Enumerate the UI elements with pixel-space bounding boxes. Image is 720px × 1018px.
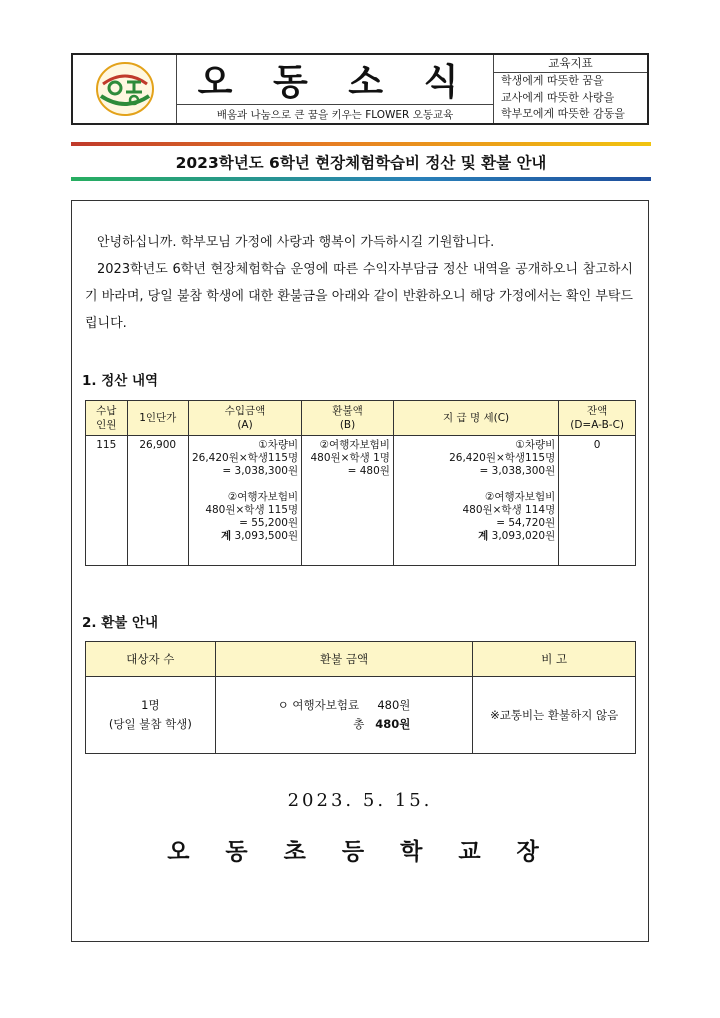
header-count xyxy=(86,401,128,436)
cell-refund-amount xyxy=(215,677,473,754)
target-count: 1명 xyxy=(141,698,160,712)
income-line: ①차량비 xyxy=(258,439,299,451)
header-payment: 지 급 명 세(C) xyxy=(393,401,558,436)
cell-payment xyxy=(393,436,558,566)
refund-data-row xyxy=(86,677,636,754)
payment-line: = 54,720원 xyxy=(496,517,556,529)
header-unit-price: 1인단가 xyxy=(127,401,188,436)
header-count-line1: 수납 xyxy=(96,405,117,417)
income-line: 26,420원×학생115명 xyxy=(191,452,299,464)
payment-line: = 3,038,300원 xyxy=(479,465,556,477)
education-goal: 교사에게 따뜻한 사랑을 xyxy=(501,90,615,104)
income-line: = 3,038,300원 xyxy=(222,465,299,477)
education-goal: 학부모에게 따뜻한 감동을 xyxy=(501,107,625,120)
banner-bottom-stripe xyxy=(71,177,651,181)
school-logo-icon xyxy=(93,60,157,118)
payment-total xyxy=(397,530,555,543)
education-goals-title: 교육지표 xyxy=(494,55,647,73)
settlement-header-row xyxy=(86,401,636,436)
income-total-value: 3,093,500원 xyxy=(234,530,299,542)
cell-balance: 0 xyxy=(559,436,636,566)
header-balance-line1: 잔액 xyxy=(586,405,608,417)
cell-unit-price: 26,900 xyxy=(127,436,188,566)
document-title: 2023학년도 6학년 현장체험학습비 정산 및 환불 안내 xyxy=(175,153,547,172)
refund-line: ②여행자보험비 xyxy=(319,439,390,451)
education-goals xyxy=(494,73,647,123)
intro-paragraph: 2023학년도 6학년 현장체험학습 운영에 따른 수익자부담금 정산 내역을 공개하오니 참고하시기 바라며, 당일 불참 학생에 대한 환불금을 아래와 같이 반환하오니 해당 가정에서는 확인 부탁드립니다. xyxy=(85,262,633,331)
school-logo xyxy=(73,55,177,123)
header-balance-line2: (D=A-B-C) xyxy=(570,419,625,431)
header-note: 비 고 xyxy=(473,642,636,677)
cell-income xyxy=(188,436,301,566)
header-refund-line2: (B) xyxy=(339,419,356,431)
newsletter-header xyxy=(71,53,649,125)
refund-line: = 480원 xyxy=(347,465,390,477)
header-target: 대상자 수 xyxy=(86,642,216,677)
payment-line: ①차량비 xyxy=(515,439,556,451)
education-goal: 학생에게 따뜻한 꿈을 xyxy=(501,74,604,87)
newsletter-title: 오 동 소 식 xyxy=(177,55,494,105)
issue-date: 2023. 5. 15. xyxy=(287,790,433,811)
refund-item-label: ㅇ 여행자보험료 xyxy=(277,698,360,712)
header-balance xyxy=(559,401,636,436)
refund-line: 480원×학생 1명 xyxy=(310,452,390,464)
header-refund-line1: 환불액 xyxy=(332,405,363,417)
header-income-line2: (A) xyxy=(237,419,253,431)
letter-body xyxy=(71,200,649,942)
section1-heading: 1. 정산 내역 xyxy=(82,373,159,389)
settlement-data-row xyxy=(86,436,636,566)
refund-table xyxy=(85,641,636,754)
header-income-line1: 수입금액 xyxy=(224,405,266,417)
header-income xyxy=(188,401,301,436)
settlement-table xyxy=(85,400,636,566)
refund-item-value: 480원 xyxy=(377,698,411,712)
cell-count: 115 xyxy=(86,436,128,566)
income-total xyxy=(192,530,298,543)
income-total-label: 계 xyxy=(221,530,232,542)
payment-line: 480원×학생 114명 xyxy=(462,504,556,516)
refund-details xyxy=(278,696,411,734)
income-line: 480원×학생 115명 xyxy=(205,504,299,516)
target-desc: (당일 불참 학생) xyxy=(108,717,192,731)
principal-signature: 오 동 초 등 학 교 장 xyxy=(167,838,553,865)
payment-line: 26,420원×학생115명 xyxy=(449,452,556,464)
refund-total-value: 480원 xyxy=(375,717,411,731)
income-line: ②여행자보험비 xyxy=(227,491,299,503)
refund-total-label: 총 xyxy=(353,717,365,731)
refund-item xyxy=(278,696,411,715)
payment-line: ②여행자보험비 xyxy=(484,491,556,503)
title-banner xyxy=(71,142,651,181)
intro-greeting: 안녕하십니까. 학부모님 가정에 사랑과 행복이 가득하시길 기원합니다. xyxy=(97,235,495,250)
header-refund-amount: 환불 금액 xyxy=(215,642,473,677)
payment-total-label: 계 xyxy=(478,530,489,542)
intro-text xyxy=(85,229,633,337)
refund-total xyxy=(278,715,411,734)
cell-target xyxy=(86,677,216,754)
newsletter-slogan: 배움과 나눔으로 큰 꿈을 키우는 FLOWER 오동교육 xyxy=(177,105,494,123)
cell-refund xyxy=(302,436,394,566)
income-line: = 55,200원 xyxy=(239,517,299,529)
cell-note: ※교통비는 환불하지 않음 xyxy=(473,677,636,754)
payment-total-value: 3,093,020원 xyxy=(491,530,556,542)
section2-heading: 2. 환불 안내 xyxy=(82,615,159,631)
header-count-line2: 인원 xyxy=(96,419,117,431)
header-refund xyxy=(302,401,394,436)
refund-header-row xyxy=(86,642,636,677)
